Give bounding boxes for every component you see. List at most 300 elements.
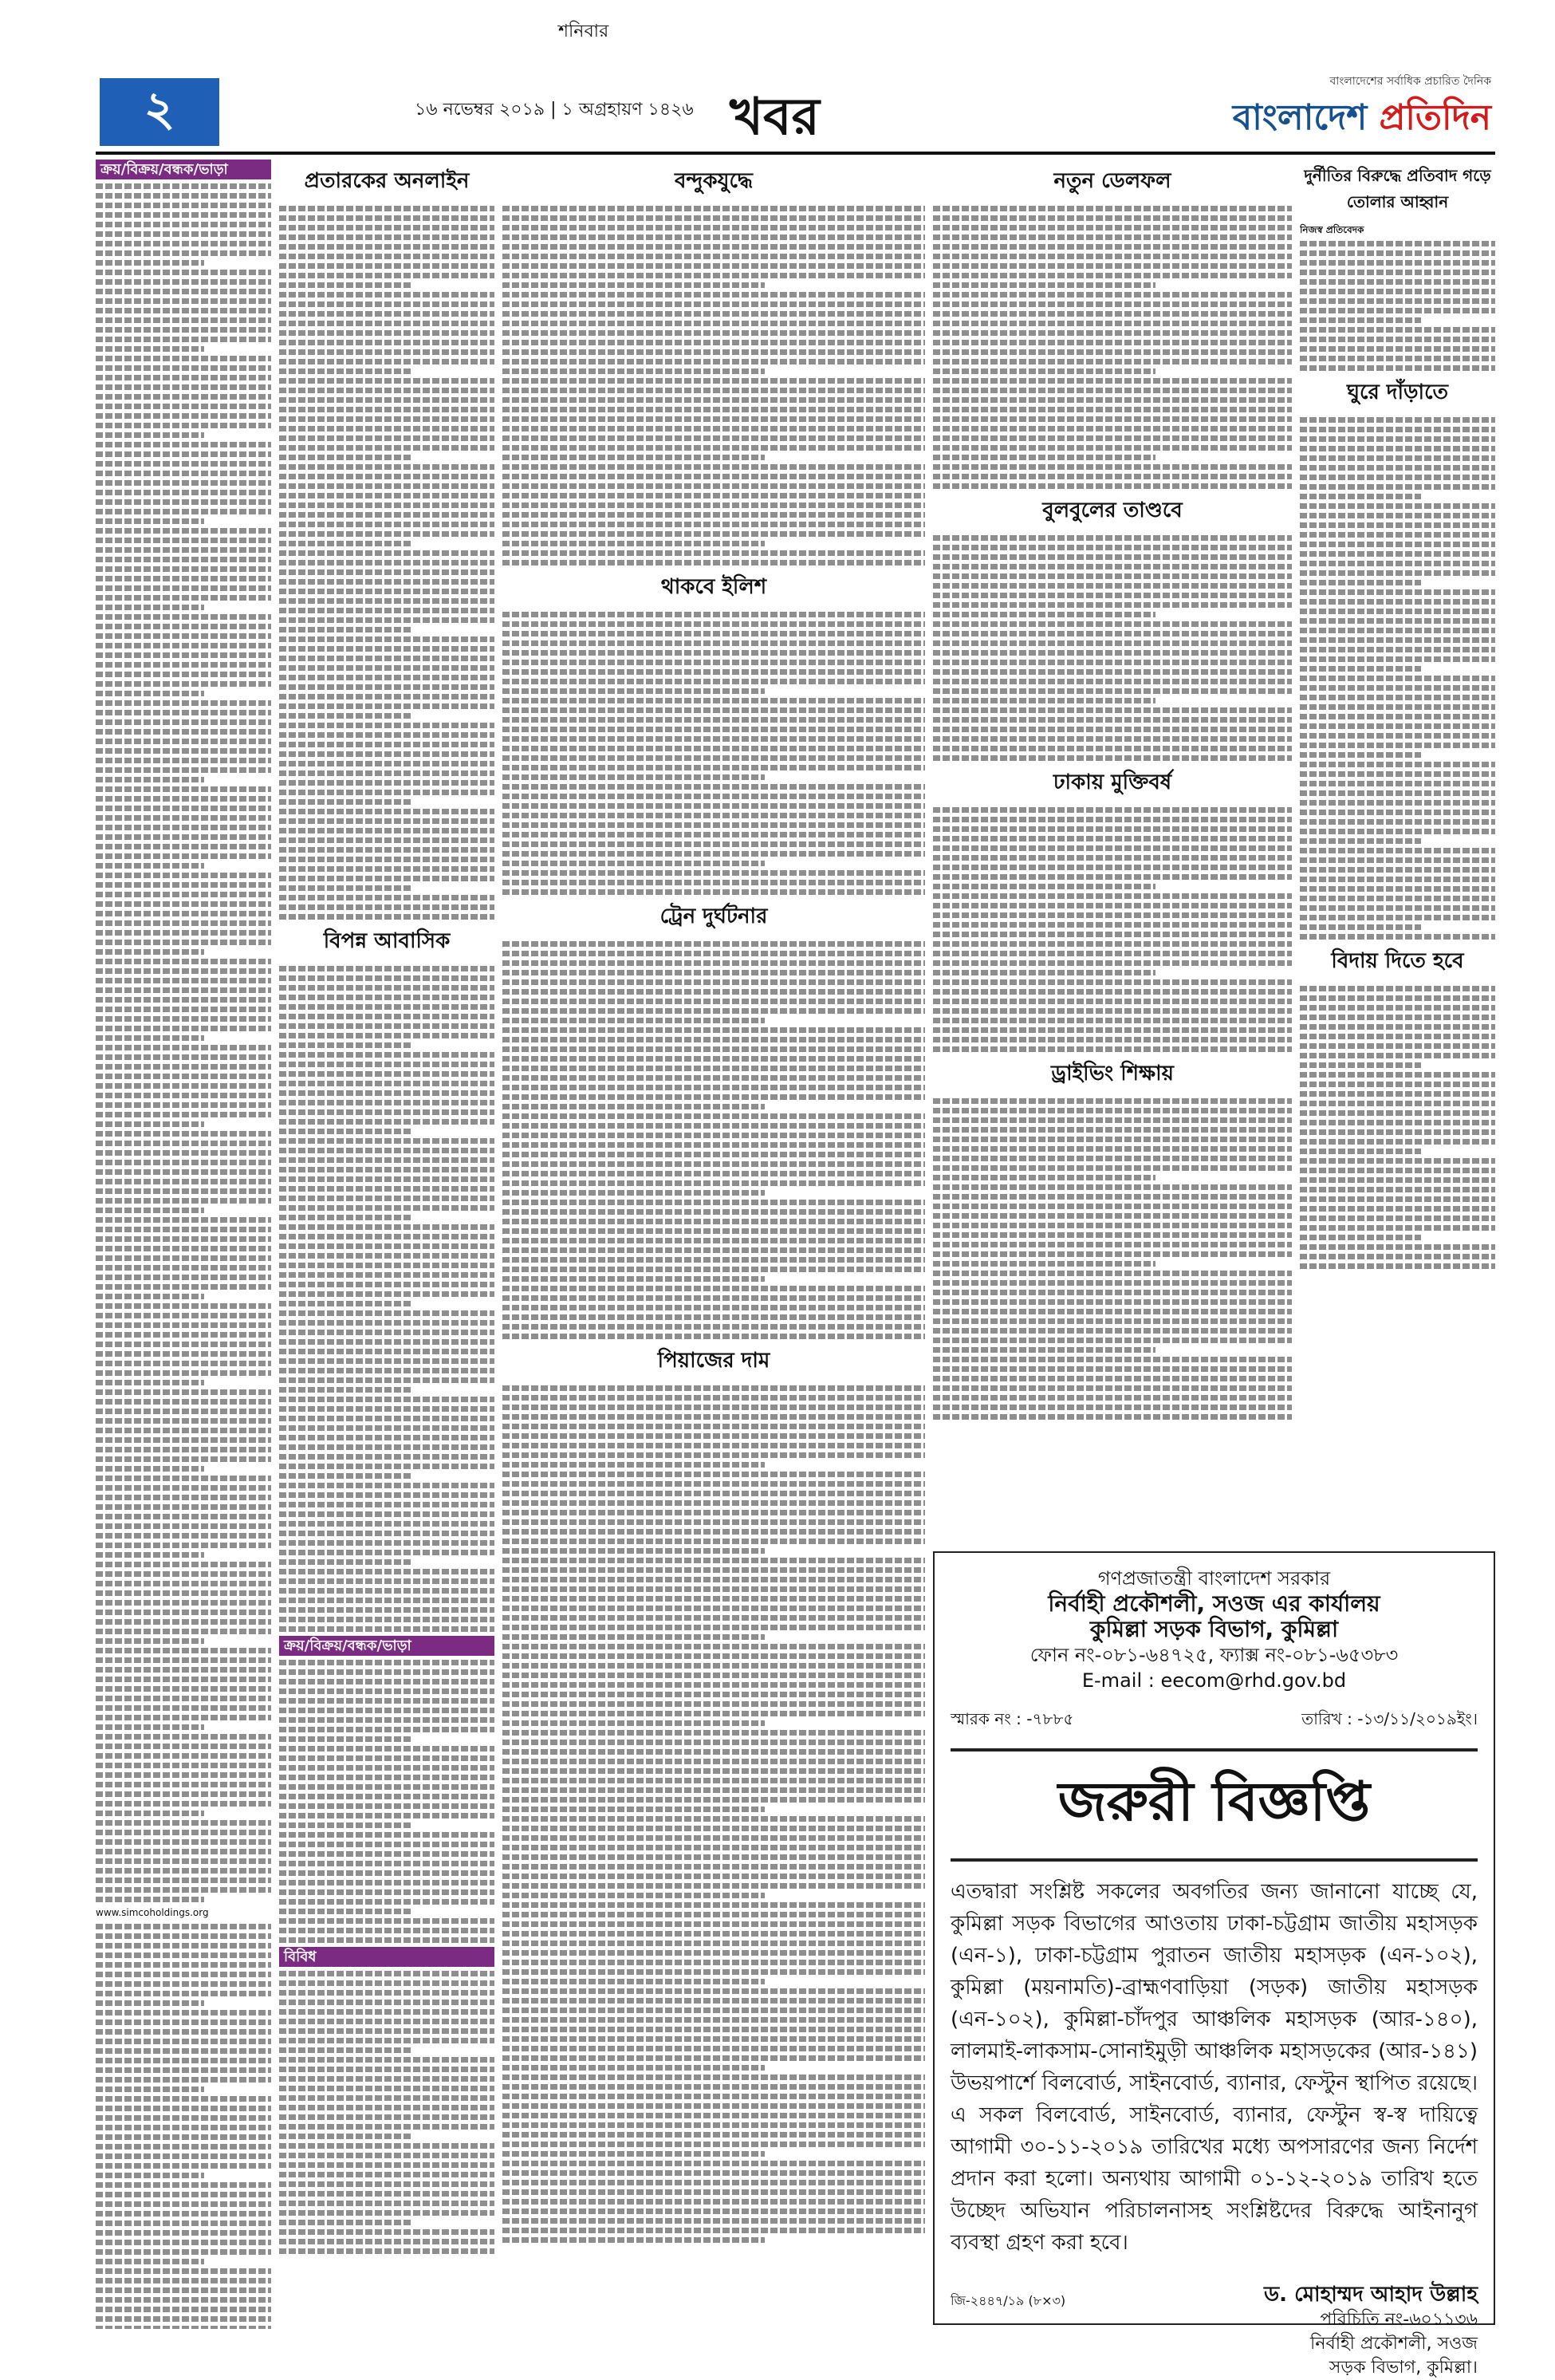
text-line bbox=[96, 882, 271, 888]
text-line bbox=[96, 681, 271, 687]
text-line bbox=[96, 337, 271, 342]
text-line bbox=[96, 1121, 204, 1127]
text-line bbox=[502, 225, 925, 231]
text-line bbox=[279, 2134, 412, 2139]
text-line bbox=[502, 2055, 925, 2061]
text-line bbox=[279, 522, 494, 527]
text-line bbox=[96, 892, 271, 897]
text-line bbox=[96, 959, 271, 964]
text-line bbox=[1300, 1225, 1495, 1231]
text-line bbox=[502, 736, 925, 742]
text-line bbox=[279, 627, 412, 632]
text-line bbox=[502, 970, 925, 975]
text-line bbox=[933, 707, 1292, 713]
text-line bbox=[933, 855, 1292, 861]
text-line bbox=[96, 1016, 271, 1022]
text-line bbox=[502, 2094, 925, 2099]
text-line bbox=[502, 832, 925, 837]
text-line bbox=[96, 499, 271, 505]
text-line bbox=[96, 1284, 271, 1290]
text-line bbox=[502, 951, 925, 956]
text-line bbox=[96, 633, 271, 639]
text-line bbox=[279, 1688, 494, 1694]
text-line bbox=[279, 1598, 494, 1603]
text-line bbox=[1300, 570, 1495, 576]
text-line bbox=[502, 512, 925, 518]
text-line bbox=[933, 1280, 1292, 1286]
text-line bbox=[502, 989, 925, 995]
text-line bbox=[96, 1972, 271, 1977]
text-line bbox=[502, 1634, 765, 1640]
text-line bbox=[279, 1626, 494, 1632]
text-line bbox=[502, 2036, 925, 2042]
text-line bbox=[279, 1717, 494, 1723]
text-line bbox=[502, 2027, 925, 2032]
text-line bbox=[502, 330, 925, 336]
text-line bbox=[502, 464, 925, 470]
notice-memo: স্মারক নং : -৭৮৮৫ bbox=[951, 1709, 1074, 1728]
text-line bbox=[96, 2048, 271, 2054]
text-line bbox=[279, 1679, 494, 1685]
text-line bbox=[502, 1625, 925, 1630]
text-line bbox=[502, 493, 925, 498]
text-line bbox=[279, 617, 494, 623]
text-line bbox=[502, 1257, 925, 1263]
text-line bbox=[1300, 542, 1495, 547]
text-line bbox=[96, 758, 271, 763]
story-title-onion: পিয়াজের দাম bbox=[657, 1349, 770, 1373]
text-line bbox=[279, 2239, 494, 2244]
text-line bbox=[279, 770, 494, 776]
classifieds-header: ক্রয়/বিক্রয়/বন্ধক/ভাড়া bbox=[96, 160, 271, 179]
text-line bbox=[933, 746, 1292, 751]
text-line bbox=[1300, 1053, 1495, 1058]
text-line bbox=[502, 388, 925, 393]
text-line bbox=[96, 1791, 271, 1797]
text-line bbox=[279, 2114, 494, 2120]
text-line bbox=[1300, 260, 1495, 266]
text-line bbox=[933, 321, 1292, 326]
text-line bbox=[96, 815, 271, 821]
text-line bbox=[502, 1276, 765, 1282]
text-line bbox=[502, 2151, 765, 2157]
text-line bbox=[279, 1100, 494, 1105]
text-line bbox=[279, 282, 412, 288]
text-line bbox=[502, 2209, 925, 2214]
text-line bbox=[96, 806, 271, 811]
text-line bbox=[502, 621, 925, 627]
text-line bbox=[502, 1314, 925, 1320]
text-line bbox=[933, 282, 1155, 288]
text-line bbox=[279, 1349, 494, 1354]
text-line bbox=[279, 1550, 494, 1555]
text-line bbox=[96, 1772, 271, 1778]
text-line bbox=[96, 1389, 271, 1395]
text-line bbox=[502, 2161, 925, 2166]
text-line bbox=[1300, 1196, 1495, 1202]
text-line bbox=[279, 493, 494, 498]
text-line bbox=[502, 941, 925, 947]
text-line bbox=[502, 397, 925, 403]
text-line bbox=[279, 1138, 494, 1144]
text-line bbox=[502, 1209, 925, 1215]
text-line bbox=[96, 576, 271, 581]
story-body-train bbox=[502, 941, 925, 1339]
text-line bbox=[933, 951, 1292, 956]
text-line bbox=[1300, 781, 1495, 786]
text-line bbox=[502, 321, 925, 326]
text-line bbox=[933, 932, 1292, 937]
text-line bbox=[502, 541, 765, 546]
text-line bbox=[933, 1232, 1292, 1238]
text-line bbox=[279, 541, 412, 546]
text-line bbox=[96, 1246, 271, 1251]
text-line bbox=[279, 751, 494, 757]
text-line bbox=[96, 1456, 271, 1462]
text-line bbox=[933, 445, 1292, 451]
text-line bbox=[1300, 829, 1495, 834]
text-line bbox=[933, 1309, 1292, 1314]
text-line bbox=[96, 394, 271, 400]
text-line bbox=[96, 1648, 271, 1653]
classifieds-column bbox=[96, 160, 271, 2329]
text-line bbox=[1300, 270, 1495, 275]
text-line bbox=[502, 1395, 925, 1401]
text-line bbox=[96, 260, 204, 266]
text-line bbox=[96, 1495, 271, 1500]
text-line bbox=[279, 550, 494, 556]
text-line bbox=[279, 225, 494, 231]
classified-lines bbox=[96, 183, 271, 1902]
text-line bbox=[279, 474, 494, 479]
text-line bbox=[933, 1204, 1292, 1209]
text-line bbox=[502, 960, 925, 966]
text-line bbox=[502, 1295, 925, 1301]
text-line bbox=[279, 1215, 412, 1220]
text-line bbox=[96, 1897, 204, 1902]
text-line bbox=[502, 1921, 925, 1927]
text-line bbox=[279, 579, 494, 585]
text-line bbox=[502, 1606, 925, 1611]
text-line bbox=[96, 834, 271, 840]
text-line bbox=[279, 301, 494, 307]
text-line bbox=[502, 301, 925, 307]
text-line bbox=[279, 799, 412, 805]
text-line bbox=[1300, 1235, 1421, 1240]
text-line bbox=[96, 356, 271, 361]
text-line bbox=[279, 502, 494, 508]
text-line bbox=[96, 1600, 271, 1606]
text-line bbox=[502, 1730, 925, 1736]
text-line bbox=[502, 1644, 925, 1649]
text-line bbox=[502, 784, 925, 790]
text-line bbox=[279, 1320, 494, 1326]
text-line bbox=[502, 1653, 925, 1659]
text-line bbox=[279, 1822, 412, 1828]
text-line bbox=[96, 1083, 271, 1089]
notice-office: নির্বাহী প্রকৌশলী, সওজ এর কার্যালয় bbox=[1048, 1590, 1380, 1617]
text-line bbox=[1300, 475, 1495, 480]
text-line bbox=[96, 1820, 271, 1826]
text-line bbox=[96, 748, 271, 754]
text-line bbox=[1300, 752, 1421, 758]
text-line bbox=[96, 2240, 271, 2245]
text-line bbox=[502, 1238, 925, 1243]
text-line bbox=[96, 1217, 271, 1223]
text-line bbox=[279, 1765, 494, 1771]
classifieds-header-2: ক্রয়/বিক্রয়/বন্ধক/ভাড়া bbox=[279, 1636, 494, 1656]
text-line bbox=[1300, 647, 1495, 652]
text-line bbox=[502, 474, 925, 479]
text-line bbox=[1300, 599, 1495, 605]
text-line bbox=[1300, 723, 1495, 729]
story-title-delfol: নতুন ডেলফল bbox=[1053, 169, 1171, 193]
text-line bbox=[502, 979, 925, 985]
text-line bbox=[933, 1194, 1292, 1200]
text-line bbox=[1300, 417, 1495, 423]
text-line bbox=[96, 1409, 271, 1414]
text-line bbox=[502, 1462, 765, 1468]
text-line bbox=[502, 1912, 925, 1917]
text-line bbox=[96, 518, 204, 524]
text-line bbox=[1300, 365, 1495, 371]
text-line bbox=[96, 1399, 271, 1405]
text-line bbox=[279, 1081, 494, 1086]
text-line bbox=[279, 2086, 494, 2091]
text-line bbox=[96, 461, 271, 467]
text-line bbox=[96, 1351, 271, 1357]
text-line bbox=[96, 2019, 271, 2025]
text-line bbox=[279, 1435, 494, 1440]
text-line bbox=[502, 1701, 925, 1707]
text-line bbox=[933, 826, 1292, 832]
text-line bbox=[1300, 704, 1495, 710]
text-line bbox=[96, 2067, 271, 2073]
text-line bbox=[96, 2297, 271, 2303]
text-line bbox=[502, 1123, 925, 1129]
text-line bbox=[1300, 250, 1495, 256]
text-line bbox=[933, 807, 1292, 813]
text-line bbox=[502, 2046, 925, 2051]
text-line bbox=[279, 464, 494, 470]
text-line bbox=[96, 911, 271, 916]
text-line bbox=[279, 1483, 494, 1488]
text-line bbox=[96, 1543, 271, 1548]
text-line bbox=[502, 1066, 925, 1071]
text-line bbox=[933, 922, 1292, 928]
brand-name-part-2: প্রতিদিন bbox=[1379, 97, 1491, 138]
text-line bbox=[502, 1787, 925, 1793]
text-line bbox=[933, 621, 1292, 627]
text-line bbox=[279, 646, 494, 652]
text-line bbox=[96, 2182, 271, 2188]
text-line bbox=[279, 263, 494, 269]
text-line bbox=[502, 550, 925, 556]
text-line bbox=[502, 1988, 925, 1994]
text-line bbox=[279, 1813, 494, 1818]
text-line bbox=[279, 445, 494, 451]
text-line bbox=[1300, 848, 1495, 853]
text-line bbox=[96, 1074, 271, 1079]
text-line bbox=[502, 206, 925, 211]
text-line bbox=[279, 1167, 494, 1172]
text-line bbox=[279, 1909, 412, 1914]
text-line bbox=[96, 1924, 271, 1929]
text-line bbox=[96, 1514, 271, 1519]
text-line bbox=[502, 1874, 925, 1879]
text-line bbox=[933, 698, 1155, 703]
text-line bbox=[933, 330, 1292, 336]
text-line bbox=[96, 729, 271, 735]
text-line bbox=[933, 1242, 1292, 1247]
text-line bbox=[279, 1698, 494, 1704]
story-byline-corruption: নিজস্ব প্রতিবেদক bbox=[1300, 224, 1364, 235]
text-line bbox=[1300, 1244, 1495, 1250]
text-line bbox=[279, 311, 494, 317]
story-body-stand-up bbox=[1300, 417, 1495, 940]
masthead bbox=[0, 0, 1555, 147]
text-line bbox=[502, 407, 925, 412]
text-line bbox=[933, 1027, 1292, 1033]
notice-signer-division: সড়ক বিভাগ, কুমিল্লা। bbox=[1329, 2358, 1478, 2378]
text-line bbox=[279, 1588, 494, 1594]
text-line bbox=[502, 1133, 925, 1138]
text-line bbox=[96, 719, 271, 725]
text-line bbox=[502, 669, 925, 675]
text-line bbox=[502, 1247, 925, 1253]
text-line bbox=[933, 215, 1292, 221]
story-body-gunfight bbox=[502, 206, 925, 565]
text-line bbox=[96, 451, 271, 457]
text-line bbox=[96, 432, 204, 438]
text-line bbox=[933, 602, 1292, 608]
text-line bbox=[1300, 1149, 1421, 1154]
text-line bbox=[502, 1960, 925, 1965]
text-line bbox=[502, 1883, 925, 1889]
text-line bbox=[933, 535, 1292, 541]
story-title-stand-up: ঘুরে দাঁড়াতে bbox=[1346, 380, 1449, 404]
text-line bbox=[279, 675, 494, 680]
text-line bbox=[502, 502, 925, 508]
story-body-residential bbox=[279, 966, 494, 1632]
text-line bbox=[96, 1782, 271, 1787]
text-line bbox=[1300, 1110, 1495, 1116]
text-line bbox=[502, 1548, 765, 1554]
text-line bbox=[933, 660, 1292, 665]
text-line bbox=[502, 727, 925, 732]
text-line bbox=[279, 790, 494, 795]
text-line bbox=[933, 1414, 1292, 1420]
text-line bbox=[502, 841, 925, 847]
text-line bbox=[96, 1035, 204, 1041]
text-line bbox=[279, 895, 494, 900]
text-line bbox=[933, 1018, 1292, 1023]
text-line bbox=[502, 1267, 925, 1272]
text-line bbox=[96, 2153, 271, 2159]
text-line bbox=[933, 564, 1292, 569]
text-line bbox=[96, 1380, 204, 1385]
story-body-hilsa bbox=[502, 612, 925, 895]
text-line bbox=[96, 2125, 271, 2130]
text-line bbox=[279, 2201, 494, 2206]
text-line bbox=[1300, 628, 1495, 633]
text-line bbox=[502, 1558, 925, 1563]
text-line bbox=[96, 1619, 271, 1625]
text-line bbox=[502, 650, 925, 656]
text-line bbox=[933, 464, 1292, 470]
text-line bbox=[96, 270, 271, 275]
text-line bbox=[502, 1682, 925, 1688]
text-line bbox=[96, 1428, 271, 1433]
text-line bbox=[96, 1933, 271, 1939]
text-line bbox=[279, 2000, 494, 2005]
text-line bbox=[1300, 1120, 1495, 1125]
text-line bbox=[1300, 455, 1495, 461]
text-line bbox=[279, 847, 494, 853]
text-line bbox=[933, 311, 1292, 317]
text-line bbox=[502, 483, 925, 489]
text-line bbox=[1300, 1139, 1495, 1145]
text-line bbox=[502, 2122, 925, 2128]
text-line bbox=[1300, 317, 1421, 323]
text-line bbox=[502, 794, 925, 799]
text-line bbox=[502, 1200, 925, 1205]
text-line bbox=[933, 1251, 1292, 1257]
text-line bbox=[96, 1141, 271, 1146]
text-line bbox=[96, 1342, 271, 1347]
text-line bbox=[933, 593, 1292, 598]
text-line bbox=[96, 2086, 204, 2092]
text-line bbox=[96, 2010, 271, 2016]
text-line bbox=[502, 1778, 925, 1783]
text-line bbox=[279, 1176, 494, 1182]
text-line bbox=[96, 825, 271, 830]
text-line bbox=[502, 416, 925, 422]
text-line bbox=[933, 340, 1292, 345]
text-line bbox=[502, 455, 765, 460]
text-line bbox=[279, 1339, 494, 1345]
text-line bbox=[96, 767, 271, 773]
text-line bbox=[933, 755, 1292, 761]
text-line bbox=[502, 1085, 925, 1090]
text-line bbox=[502, 822, 925, 828]
text-line bbox=[502, 282, 765, 288]
text-line bbox=[96, 1629, 271, 1634]
page-number: ২ bbox=[100, 78, 219, 146]
text-line bbox=[502, 880, 925, 885]
text-line bbox=[96, 2106, 271, 2111]
text-line bbox=[1300, 695, 1495, 700]
text-line bbox=[933, 1127, 1292, 1133]
text-line bbox=[1300, 877, 1495, 882]
text-line bbox=[933, 378, 1292, 384]
text-line bbox=[279, 780, 494, 786]
text-line bbox=[96, 1696, 271, 1701]
text-line bbox=[96, 1466, 204, 1472]
text-line bbox=[502, 803, 925, 809]
classified-website: www.simcoholdings.org bbox=[96, 1907, 209, 1918]
text-line bbox=[96, 710, 271, 715]
text-line bbox=[96, 652, 271, 658]
classified-lines-2 bbox=[96, 1924, 271, 2329]
text-line bbox=[279, 1669, 494, 1675]
text-line bbox=[933, 817, 1292, 822]
text-line bbox=[279, 388, 494, 393]
text-line bbox=[502, 1759, 925, 1764]
text-line bbox=[96, 1753, 271, 1759]
text-line bbox=[1300, 1015, 1495, 1020]
text-line bbox=[279, 1406, 494, 1412]
